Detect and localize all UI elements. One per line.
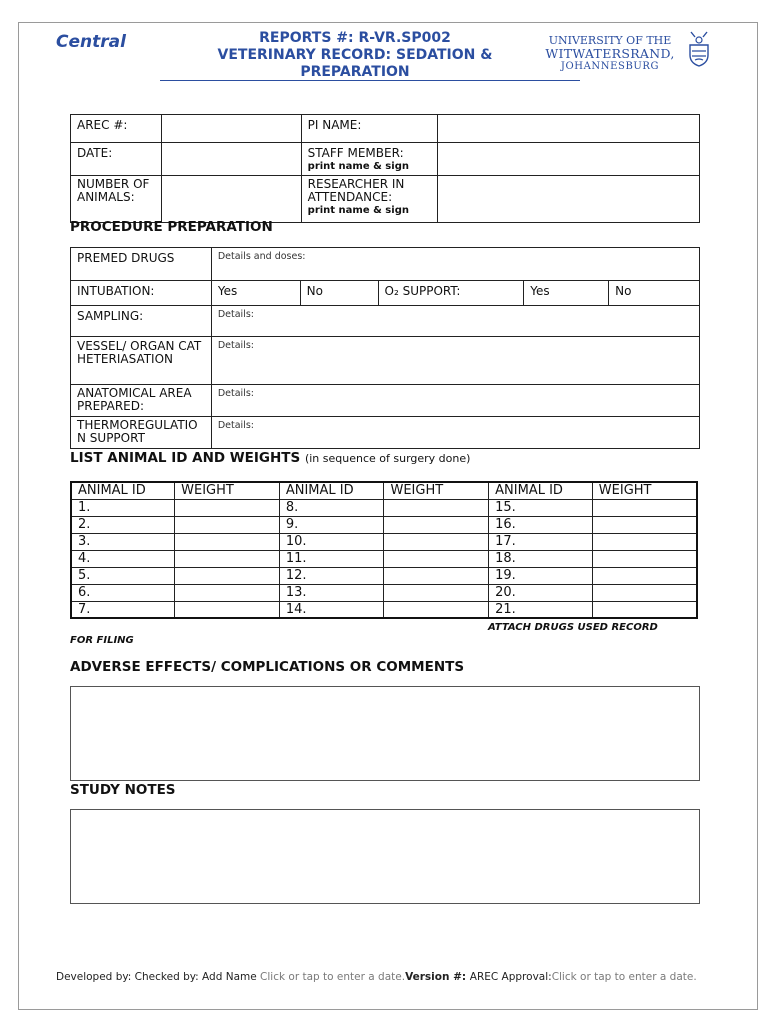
col-header-animal-id: ANIMAL ID	[71, 482, 175, 499]
animal-weights-table	[70, 481, 698, 619]
weight-cell[interactable]	[175, 601, 280, 618]
animal-id-cell[interactable]: 12.	[279, 567, 384, 584]
document-footer	[56, 970, 706, 984]
animal-id-cell[interactable]: 21.	[489, 601, 593, 618]
adverse-effects-textarea[interactable]	[70, 686, 700, 781]
sampling-field[interactable]	[211, 306, 699, 337]
thermoregulation-label: THERMOREGULATION SUPPORT	[71, 417, 212, 449]
weight-cell[interactable]	[592, 499, 697, 516]
table-row	[71, 516, 697, 533]
crest-icon	[687, 28, 711, 68]
table-row	[71, 550, 697, 567]
thermo-details-hint: Details:	[217, 420, 254, 431]
col-header-weight: WEIGHT	[592, 482, 697, 499]
table-row	[71, 601, 697, 618]
study-notes-heading: STUDY NOTES	[70, 782, 176, 798]
date-label: DATE:	[71, 143, 162, 176]
weight-cell[interactable]	[592, 567, 697, 584]
col-header-animal-id: ANIMAL ID	[279, 482, 384, 499]
staff-member-label: STAFF MEMBER:	[307, 146, 404, 160]
premed-drugs-field[interactable]	[211, 248, 699, 281]
animal-id-cell[interactable]: 16.	[489, 516, 593, 533]
intubation-no[interactable]: No	[300, 281, 378, 306]
animal-id-cell[interactable]: 11.	[279, 550, 384, 567]
weight-cell[interactable]	[384, 533, 489, 550]
sampling-label: SAMPLING:	[71, 306, 212, 337]
weight-cell[interactable]	[592, 533, 697, 550]
animal-id-cell[interactable]: 15.	[489, 499, 593, 516]
pi-name-field[interactable]	[437, 115, 699, 143]
animal-id-cell[interactable]: 4.	[71, 550, 175, 567]
staff-member-cell	[301, 143, 437, 176]
animal-id-cell[interactable]: 6.	[71, 584, 175, 601]
for-filing-note: FOR FILING	[70, 635, 134, 646]
col-header-animal-id: ANIMAL ID	[489, 482, 593, 499]
weight-cell[interactable]	[384, 499, 489, 516]
researcher-sub: print name & sign	[307, 205, 409, 216]
weight-cell[interactable]	[384, 567, 489, 584]
footer-date-picker[interactable]: Click or tap to enter a date.	[260, 971, 406, 983]
date-field[interactable]	[161, 143, 301, 176]
attach-drugs-note: ATTACH DRUGS USED RECORD	[488, 622, 658, 633]
study-notes-textarea[interactable]	[70, 809, 700, 904]
intubation-label: INTUBATION:	[71, 281, 212, 306]
title-line-3: PREPARATION	[300, 64, 410, 80]
weight-cell[interactable]	[384, 516, 489, 533]
researcher-field[interactable]	[437, 176, 699, 223]
footer-approval-date-picker[interactable]: Click or tap to enter a date.	[551, 971, 697, 983]
procedure-table	[70, 247, 700, 449]
animal-id-cell[interactable]: 10.	[279, 533, 384, 550]
staff-member-field[interactable]	[437, 143, 699, 176]
staff-member-sub: print name & sign	[307, 161, 409, 172]
vessel-details-hint: Details:	[217, 340, 254, 351]
weight-cell[interactable]	[384, 601, 489, 618]
o2-support-no[interactable]: No	[609, 281, 700, 306]
procedure-heading: PROCEDURE PREPARATION	[70, 219, 273, 235]
col-header-weight: WEIGHT	[384, 482, 489, 499]
thermoregulation-field[interactable]	[211, 417, 699, 449]
premed-drugs-label: PREMED DRUGS	[71, 248, 212, 281]
title-line-2: VETERINARY RECORD: SEDATION &	[217, 47, 493, 63]
weight-cell[interactable]	[384, 584, 489, 601]
weight-cell[interactable]	[384, 550, 489, 567]
col-header-weight: WEIGHT	[175, 482, 280, 499]
animal-id-cell[interactable]: 3.	[71, 533, 175, 550]
logo-text	[535, 34, 685, 73]
table-row	[71, 567, 697, 584]
anatomical-area-label: ANATOMICAL AREA PREPARED:	[71, 385, 212, 417]
weight-cell[interactable]	[175, 584, 280, 601]
researcher-cell	[301, 176, 437, 223]
pi-name-label: PI NAME:	[301, 115, 437, 143]
weight-cell[interactable]	[592, 601, 697, 618]
weight-cell[interactable]	[175, 499, 280, 516]
footer-version-label: Version #:	[405, 971, 470, 983]
logo-line-3: JOHANNESBURG	[560, 61, 660, 72]
o2-support-label: O₂ SUPPORT:	[378, 281, 524, 306]
logo-line-2: WITWATERSRAND,	[545, 46, 675, 61]
animal-list-heading	[70, 450, 470, 466]
researcher-label: RESEARCHER IN ATTENDANCE:	[307, 177, 405, 204]
arec-field[interactable]	[161, 115, 301, 143]
university-logo	[535, 28, 715, 78]
weight-cell[interactable]	[175, 516, 280, 533]
animal-list-title: LIST ANIMAL ID AND WEIGHTS	[70, 450, 301, 466]
number-of-animals-label: NUMBER OF ANIMALS:	[71, 176, 162, 223]
intubation-yes[interactable]: Yes	[211, 281, 300, 306]
weight-cell[interactable]	[175, 567, 280, 584]
weight-cell[interactable]	[592, 516, 697, 533]
title-line-1: REPORTS #: R-VR.SP002	[259, 30, 451, 46]
sampling-details-hint: Details:	[217, 309, 254, 320]
footer-developed-by: Developed by: Checked by: Add Name	[56, 971, 261, 983]
anatomical-area-field[interactable]	[211, 385, 699, 417]
animal-id-cell[interactable]: 13.	[279, 584, 384, 601]
table-row	[71, 584, 697, 601]
animal-id-cell[interactable]: 8.	[279, 499, 384, 516]
adverse-effects-heading: ADVERSE EFFECTS/ COMPLICATIONS OR COMMENTS	[70, 659, 465, 675]
weight-cell[interactable]	[175, 550, 280, 567]
arec-label: AREC #:	[71, 115, 162, 143]
animal-id-cell[interactable]: 14.	[279, 601, 384, 618]
header-divider	[160, 80, 580, 81]
footer-arec-approval-label: AREC Approval:	[469, 971, 552, 983]
animal-id-cell[interactable]: 2.	[71, 516, 175, 533]
weight-cell[interactable]	[592, 550, 697, 567]
animal-id-cell[interactable]: 5.	[71, 567, 175, 584]
animal-id-cell[interactable]: 19.	[489, 567, 593, 584]
vessel-catheterisation-label: VESSEL/ ORGAN CATHETERIASATION	[71, 337, 212, 385]
number-of-animals-field[interactable]	[161, 176, 301, 223]
page-title	[190, 30, 520, 81]
o2-support-yes[interactable]: Yes	[524, 281, 609, 306]
animal-id-cell[interactable]: 18.	[489, 550, 593, 567]
premed-details-hint: Details and doses:	[217, 251, 306, 262]
animal-list-note: (in sequence of surgery done)	[304, 452, 471, 465]
animal-id-cell[interactable]: 9.	[279, 516, 384, 533]
central-label: Central	[56, 32, 126, 52]
weight-cell[interactable]	[592, 584, 697, 601]
logo-line-1: UNIVERSITY OF THE	[548, 34, 672, 47]
anatomical-details-hint: Details:	[217, 388, 254, 399]
table-row	[71, 533, 697, 550]
table-row	[71, 499, 697, 516]
animal-id-cell[interactable]: 17.	[489, 533, 593, 550]
animal-id-cell[interactable]: 7.	[71, 601, 175, 618]
info-table	[70, 114, 700, 223]
animal-id-cell[interactable]: 20.	[489, 584, 593, 601]
vessel-catheterisation-field[interactable]	[211, 337, 699, 385]
weight-cell[interactable]	[175, 533, 280, 550]
animal-id-cell[interactable]: 1.	[71, 499, 175, 516]
